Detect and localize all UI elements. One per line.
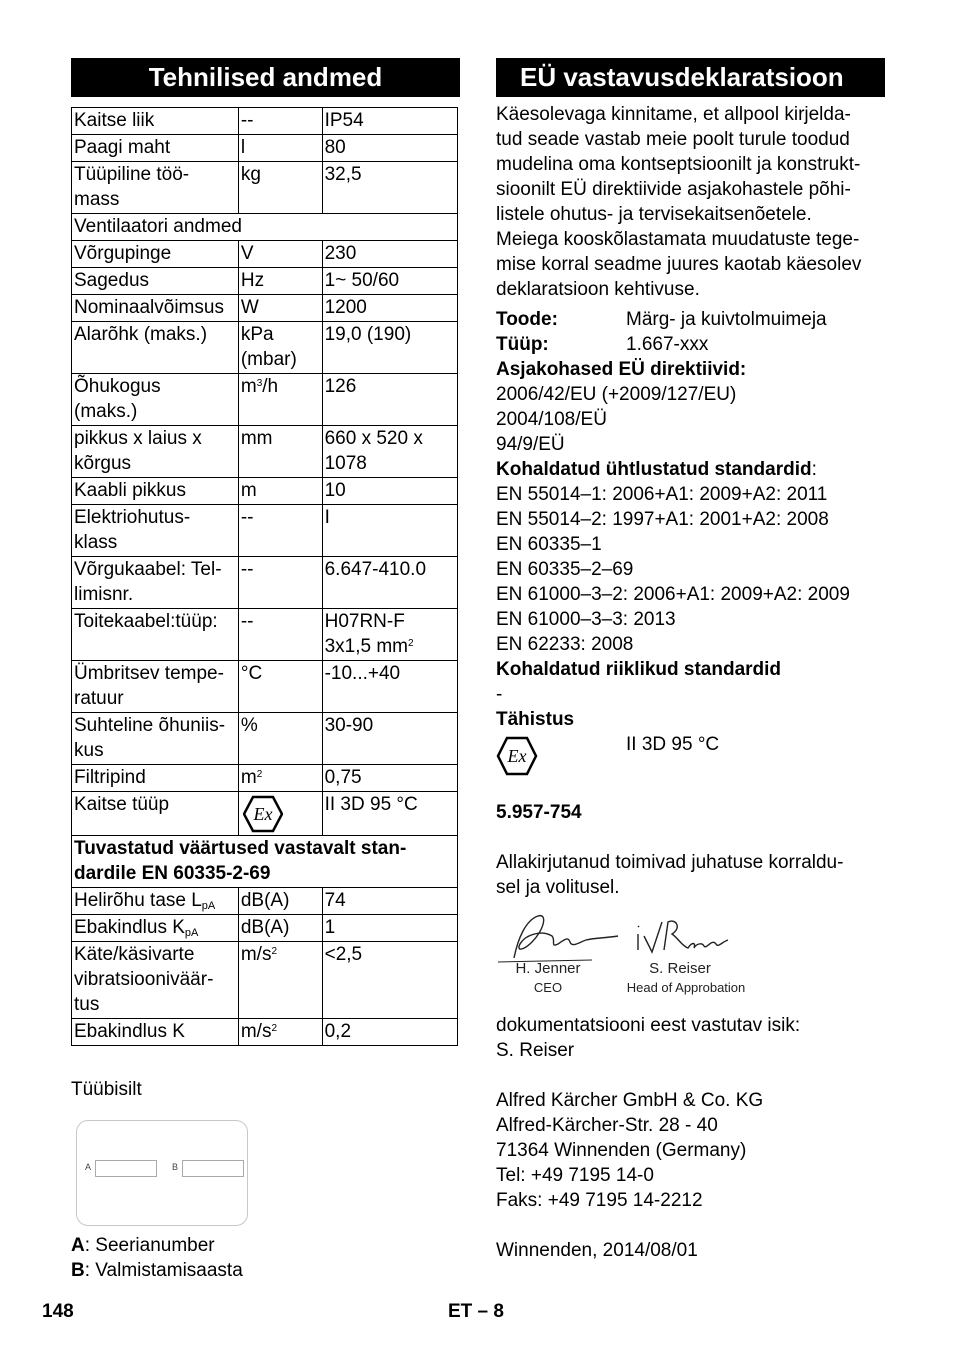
table-cell: Hz bbox=[238, 268, 322, 295]
directive-item: 94/9/EÜ bbox=[496, 434, 565, 455]
table-cell bbox=[238, 792, 322, 836]
cell-line: limisnr. bbox=[74, 584, 134, 605]
unit-superscript: 2 bbox=[271, 946, 278, 957]
table-row bbox=[72, 765, 458, 792]
legend-text: : Seerianumber bbox=[84, 1235, 215, 1256]
national-standards-title: Kohaldatud riiklikud standardid bbox=[496, 659, 782, 680]
address-line: Alfred Kärcher GmbH & Co. KG bbox=[496, 1090, 764, 1111]
table-cell: l bbox=[238, 135, 322, 162]
signed-text bbox=[496, 850, 891, 900]
table-cell bbox=[72, 915, 239, 942]
table-cell: 0,2 bbox=[322, 1019, 457, 1046]
page-number: 148 bbox=[42, 1301, 74, 1322]
table-cell: IP54 bbox=[322, 108, 457, 135]
text-line: sel ja volitusel. bbox=[496, 877, 620, 898]
table-row bbox=[72, 268, 458, 295]
table-cell: V bbox=[238, 241, 322, 268]
signatory-1-role: CEO bbox=[533, 980, 563, 995]
legend-text: : Valmistamisaasta bbox=[84, 1260, 243, 1281]
table-row bbox=[72, 836, 458, 888]
table-cell: Paagi maht bbox=[72, 135, 239, 162]
directives-title: Asjakohased EÜ direktiivid: bbox=[496, 359, 747, 380]
table-cell: -10...+40 bbox=[322, 661, 457, 713]
cell-text: Helirõhu tase L bbox=[74, 890, 202, 911]
unit-base: m/s bbox=[240, 1021, 272, 1042]
table-cell: Alarõhk (maks.) bbox=[72, 322, 239, 374]
table-cell: 30-90 bbox=[322, 713, 457, 765]
table-cell bbox=[72, 942, 239, 1019]
cell-line: ratuur bbox=[74, 688, 124, 709]
cell-line: Õhukogus bbox=[74, 376, 161, 397]
text-line: tud seade vastab meie poolt turule toodud bbox=[496, 129, 850, 150]
table-cell bbox=[238, 765, 322, 792]
table-cell: -- bbox=[238, 557, 322, 609]
cell-line: 660 x 520 x bbox=[324, 428, 423, 449]
table-row bbox=[72, 162, 458, 214]
directives-block bbox=[496, 357, 891, 732]
ex-hexagon-icon bbox=[496, 736, 538, 776]
unit-superscript: 2 bbox=[256, 769, 263, 780]
cell-line: Võrgukaabel: Tel- bbox=[74, 559, 222, 580]
cell-line: H07RN-F bbox=[324, 611, 405, 632]
table-section-cell bbox=[72, 836, 458, 888]
table-cell bbox=[238, 942, 322, 1019]
company-address bbox=[496, 1088, 891, 1213]
text-line: sioonilt EÜ direktiivide asjakohastele põhi- bbox=[496, 179, 851, 200]
table-cell bbox=[72, 426, 239, 478]
signature-reiser bbox=[632, 914, 732, 958]
text-line: mudelina oma kontseptsioonilt ja konstrukt- bbox=[496, 154, 861, 175]
table-cell bbox=[72, 505, 239, 557]
table-cell: dB(A) bbox=[238, 888, 322, 915]
standard-item: EN 60335–2–69 bbox=[496, 559, 634, 580]
table-cell: II 3D 95 °C bbox=[322, 792, 457, 836]
table-cell: Võrgupinge bbox=[72, 241, 239, 268]
table-row bbox=[72, 1019, 458, 1046]
table-cell: m bbox=[238, 478, 322, 505]
table-cell: Nominaalvõimsus bbox=[72, 295, 239, 322]
table-cell bbox=[72, 374, 239, 426]
cell-line: klass bbox=[74, 532, 118, 553]
table-cell bbox=[238, 322, 322, 374]
unit-suffix: /h bbox=[262, 376, 279, 397]
cell-line: Suhteline õhuniis- bbox=[74, 715, 226, 736]
cell-text: Ebakindlus K bbox=[74, 917, 185, 938]
table-row bbox=[72, 214, 458, 241]
legend-key: B bbox=[71, 1260, 85, 1281]
text-line: Käesolevaga kinnitame, et allpool kirjelda- bbox=[496, 104, 851, 125]
standards-title-line bbox=[496, 457, 891, 482]
cell-line: tus bbox=[74, 994, 100, 1015]
table-cell: -- bbox=[238, 108, 322, 135]
table-cell: Sagedus bbox=[72, 268, 239, 295]
standard-item: EN 61000–3–2: 2006+A1: 2009+A2: 2009 bbox=[496, 584, 850, 605]
table-cell bbox=[322, 609, 457, 661]
table-cell: W bbox=[238, 295, 322, 322]
table-cell: % bbox=[238, 713, 322, 765]
table-cell: 19,0 (190) bbox=[322, 322, 457, 374]
declaration-intro bbox=[496, 102, 891, 302]
address-line: Faks: +49 7195 14-2212 bbox=[496, 1190, 703, 1211]
table-cell: Kaitse liik bbox=[72, 108, 239, 135]
responsible-person bbox=[496, 1013, 891, 1063]
cell-line: pikkus x laius x bbox=[74, 428, 202, 449]
unit-base: m/s bbox=[240, 944, 272, 965]
table-cell bbox=[238, 1019, 322, 1046]
table-row bbox=[72, 713, 458, 765]
type-label: Tüüp: bbox=[496, 334, 549, 355]
legend-key: A bbox=[71, 1235, 85, 1256]
text-line: S. Reiser bbox=[496, 1040, 575, 1061]
cell-line: (mbar) bbox=[240, 349, 297, 370]
cell-line: kõrgus bbox=[74, 453, 132, 474]
cell-line: Ümbritsev tempe- bbox=[74, 663, 224, 684]
svg-text:Ex: Ex bbox=[253, 804, 273, 824]
cell-subscript: pA bbox=[201, 900, 216, 912]
table-cell: 1200 bbox=[322, 295, 457, 322]
table-row bbox=[72, 888, 458, 915]
table-cell bbox=[322, 426, 457, 478]
typeplate-illustration bbox=[76, 1120, 248, 1226]
cell-line: Tüüpiline töö- bbox=[74, 164, 190, 185]
table-cell: Toitekaabel:tüüp: bbox=[72, 609, 239, 661]
table-row bbox=[72, 478, 458, 505]
unit-superscript: 3 bbox=[256, 378, 263, 389]
table-cell: mm bbox=[238, 426, 322, 478]
signatory-2-role: Head of Approbation bbox=[626, 980, 746, 995]
text-line: dokumentatsiooni eest vastutav isik: bbox=[496, 1015, 801, 1036]
type-value: 1.667-xxx bbox=[626, 334, 709, 355]
legend-item-a bbox=[71, 1233, 243, 1258]
unit-superscript: 2 bbox=[271, 1023, 278, 1034]
table-cell bbox=[72, 713, 239, 765]
table-cell: 1~ 50/60 bbox=[322, 268, 457, 295]
table-cell: Ebakindlus K bbox=[72, 1019, 239, 1046]
page-code: ET – 8 bbox=[448, 1301, 504, 1322]
unit-superscript: 2 bbox=[408, 638, 414, 649]
table-cell: 6.647-410.0 bbox=[322, 557, 457, 609]
section-heading-declaration: EÜ vastavusdeklaratsioon bbox=[496, 58, 885, 97]
standards-colon: : bbox=[811, 459, 817, 480]
table-cell: <2,5 bbox=[322, 942, 457, 1019]
table-row bbox=[72, 241, 458, 268]
directive-item: 2006/42/EU (+2009/127/EU) bbox=[496, 384, 737, 405]
text-line: listele ohutus- ja tervisekaitsenõetele. bbox=[496, 204, 812, 225]
table-cell: °C bbox=[238, 661, 322, 713]
marking-title: Tähistus bbox=[496, 709, 575, 730]
cell-line: vibratsiooniväär- bbox=[74, 969, 214, 990]
address-line: Tel: +49 7195 14-0 bbox=[496, 1165, 654, 1186]
ex-hexagon-icon bbox=[243, 794, 283, 834]
table-cell: 74 bbox=[322, 888, 457, 915]
table-cell: kg bbox=[238, 162, 322, 214]
table-cell bbox=[72, 888, 239, 915]
table-row bbox=[72, 915, 458, 942]
text-line: Allakirjutanud toimivad juhatuse korraldu- bbox=[496, 852, 844, 873]
cell-line: (maks.) bbox=[74, 401, 138, 422]
standards-title: Kohaldatud ühtlustatud standardid bbox=[496, 459, 812, 480]
table-cell: -- bbox=[238, 505, 322, 557]
typeplate-field-a bbox=[95, 1160, 157, 1177]
table-row bbox=[72, 108, 458, 135]
standard-item: EN 55014–1: 2006+A1: 2009+A2: 2011 bbox=[496, 484, 828, 505]
typeplate-caption: Tüübisilt bbox=[71, 1079, 142, 1100]
standard-item: EN 60335–1 bbox=[496, 534, 602, 555]
table-row bbox=[72, 661, 458, 713]
text-line: deklaratsioon kehtivuse. bbox=[496, 279, 700, 300]
table-row bbox=[72, 942, 458, 1019]
table-cell: 10 bbox=[322, 478, 457, 505]
technical-data-table bbox=[71, 107, 458, 1046]
table-cell: -- bbox=[238, 609, 322, 661]
table-row bbox=[72, 557, 458, 609]
cell-line: kus bbox=[74, 740, 104, 761]
cell-line: Käte/käsivarte bbox=[74, 944, 195, 965]
table-row bbox=[72, 135, 458, 162]
standard-item: EN 62233: 2008 bbox=[496, 634, 634, 655]
table-cell: 0,75 bbox=[322, 765, 457, 792]
table-row bbox=[72, 792, 458, 836]
document-number: 5.957-754 bbox=[496, 802, 582, 823]
cell-line: dardile EN 60335-2-69 bbox=[74, 863, 271, 884]
product-label: Toode: bbox=[496, 309, 558, 330]
signature-jenner bbox=[496, 908, 622, 968]
place-date: Winnenden, 2014/08/01 bbox=[496, 1240, 698, 1261]
unit-base: m bbox=[240, 376, 257, 397]
cell-line: mass bbox=[74, 189, 120, 210]
address-line: Alfred-Kärcher-Str. 28 - 40 bbox=[496, 1115, 718, 1136]
standard-item: EN 61000–3–3: 2013 bbox=[496, 609, 676, 630]
table-cell: 230 bbox=[322, 241, 457, 268]
unit-base: m bbox=[240, 767, 257, 788]
table-cell: Filtripind bbox=[72, 765, 239, 792]
typeplate-label-b: B bbox=[172, 1162, 179, 1172]
cell-line: Tuvastatud väärtused vastavalt stan- bbox=[74, 838, 407, 859]
signatory-2-name: S. Reiser bbox=[649, 960, 711, 977]
text-line: mise korral seadme juures kaotab käesolev bbox=[496, 254, 862, 275]
table-row bbox=[72, 426, 458, 478]
cell-line: kPa bbox=[240, 324, 274, 345]
table-cell: Kaabli pikkus bbox=[72, 478, 239, 505]
table-cell bbox=[72, 162, 239, 214]
address-line: 71364 Winnenden (Germany) bbox=[496, 1140, 747, 1161]
section-heading-technical-data: Tehnilised andmed bbox=[71, 58, 460, 97]
table-cell: dB(A) bbox=[238, 915, 322, 942]
table-cell: 126 bbox=[322, 374, 457, 426]
table-row bbox=[72, 295, 458, 322]
table-section-cell: Ventilaatori andmed bbox=[72, 214, 458, 241]
typeplate-legend bbox=[71, 1233, 243, 1283]
table-cell: I bbox=[322, 505, 457, 557]
table-cell: 32,5 bbox=[322, 162, 457, 214]
table-cell: 1 bbox=[322, 915, 457, 942]
table-cell bbox=[238, 374, 322, 426]
table-row bbox=[72, 609, 458, 661]
table-cell: Kaitse tüüp bbox=[72, 792, 239, 836]
legend-item-b bbox=[71, 1258, 243, 1283]
typeplate-field-b bbox=[182, 1160, 244, 1177]
marking-value: II 3D 95 °C bbox=[626, 734, 720, 755]
product-value: Märg- ja kuivtolmuimeja bbox=[626, 309, 827, 330]
typeplate-label-a: A bbox=[85, 1162, 92, 1172]
table-cell bbox=[72, 557, 239, 609]
signatory-1-name: H. Jenner bbox=[515, 960, 581, 977]
cell-line: 3x1,5 mm bbox=[324, 636, 409, 657]
svg-text:Ex: Ex bbox=[507, 746, 527, 766]
cell-line: Elektriohutus- bbox=[74, 507, 191, 528]
table-row bbox=[72, 374, 458, 426]
standard-item: EN 55014–2: 1997+A1: 2001+A2: 2008 bbox=[496, 509, 829, 530]
cell-subscript: pA bbox=[184, 927, 199, 939]
text-line: Meiega kooskõlastamata muudatuste tege- bbox=[496, 229, 860, 250]
table-row bbox=[72, 505, 458, 557]
directive-item: 2004/108/EÜ bbox=[496, 409, 607, 430]
table-cell: 80 bbox=[322, 135, 457, 162]
cell-line: 1078 bbox=[324, 453, 367, 474]
national-standards-value: - bbox=[496, 684, 503, 705]
table-cell bbox=[72, 661, 239, 713]
table-row bbox=[72, 322, 458, 374]
